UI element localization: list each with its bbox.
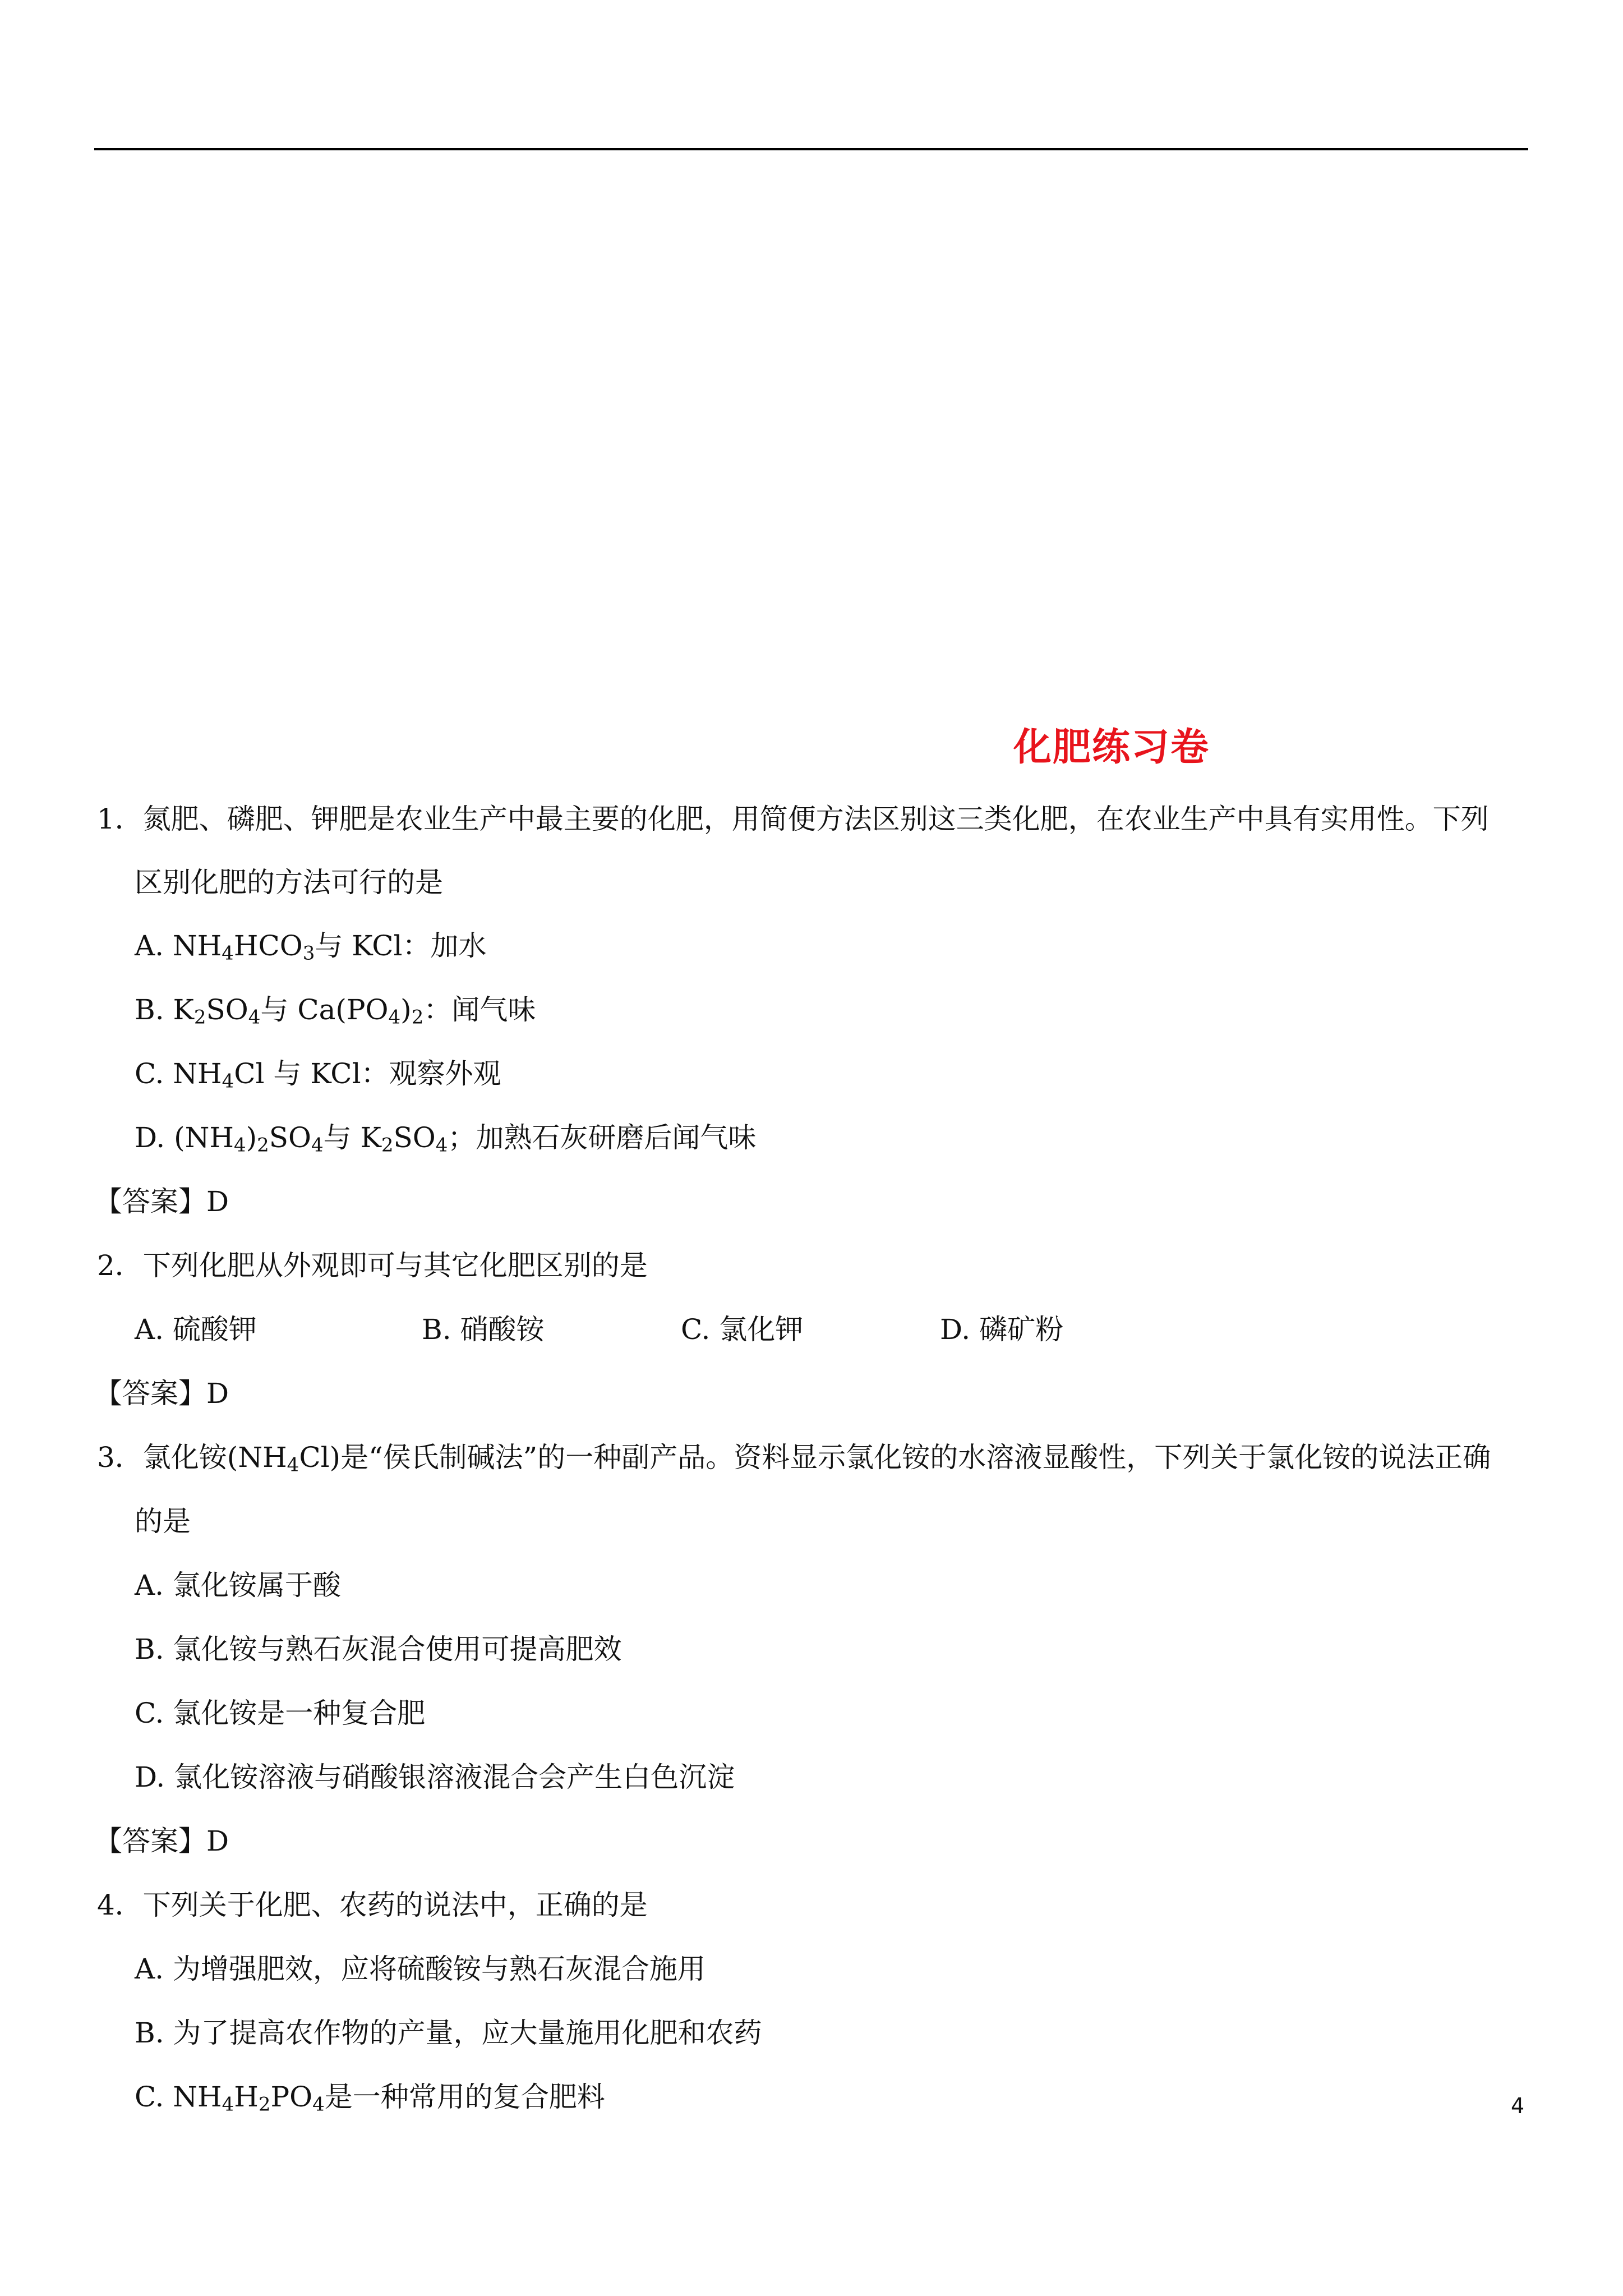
- question-1-answer: 【答案】D: [94, 1185, 229, 1218]
- question-3-stem: 3．氯化铵$(NH_4Cl)$是“侯氏制碱法”的一种副产品。资料显示氯化铵的水溶液显酸性，下列关于氯化铵的说法正确: [97, 1441, 1491, 1476]
- question-2-stem: 2．下列化肥从外观即可与其它化肥区别的是: [97, 1249, 648, 1282]
- question-1-option-a: A. $NH_4HCO_3$与 KCl：加水: [135, 930, 487, 965]
- question-3-option-c: C. 氯化铵是一种复合肥: [135, 1697, 426, 1729]
- question-4-option-a: A. 为增强肥效，应将硫酸铵与熟石灰混合施用: [135, 1953, 706, 1985]
- question-1-stem-cont: 区别化肥的方法可行的是: [135, 866, 443, 899]
- question-1-stem: 1．氮肥、磷肥、钾肥是农业生产中最主要的化肥，用简便方法区别这三类化肥，在农业生产中具有实用性。下列: [97, 803, 1489, 835]
- question-3-option-a: A. 氯化铵属于酸: [135, 1569, 341, 1602]
- question-2-option-d: D. 磷矿粉: [940, 1313, 1064, 1346]
- question-2-option-c: C. 氯化钾: [681, 1313, 804, 1346]
- question-3-option-d: D. 氯化铵溶液与硝酸银溶液混合会产生白色沉淀: [135, 1761, 735, 1793]
- question-1-option-d: D. $(NH_4)_2SO_4$与 $K_2SO_4$；加熟石灰研磨后闻气味: [135, 1121, 757, 1157]
- question-2-option-a: A. 硫酸钾: [135, 1313, 257, 1346]
- page-title: 化肥练习卷: [1013, 725, 1210, 770]
- question-4-stem: 4．下列关于化肥、农药的说法中，正确的是: [97, 1889, 648, 1921]
- question-4-option-b: B. 为了提高农作物的产量，应大量施用化肥和农药: [135, 2017, 762, 2049]
- question-3-stem-cont: 的是: [135, 1505, 191, 1538]
- question-4-option-c: C. $NH_4H_2PO_4$是一种常用的复合肥料: [135, 2081, 605, 2116]
- page-number: 4: [1511, 2093, 1525, 2118]
- question-3-answer: 【答案】D: [94, 1825, 229, 1857]
- question-3-option-b: B. 氯化铵与熟石灰混合使用可提高肥效: [135, 1633, 622, 1665]
- question-1-option-b: B. $K_2SO_4$与 $Ca(PO_4)_2$：闻气味: [135, 993, 536, 1029]
- question-1-option-c: C. $NH_4Cl$ 与 KCl：观察外观: [135, 1057, 501, 1093]
- header-rule: [94, 148, 1528, 150]
- question-2-option-b: B. 硝酸铵: [422, 1313, 545, 1346]
- question-2-answer: 【答案】D: [94, 1377, 229, 1410]
